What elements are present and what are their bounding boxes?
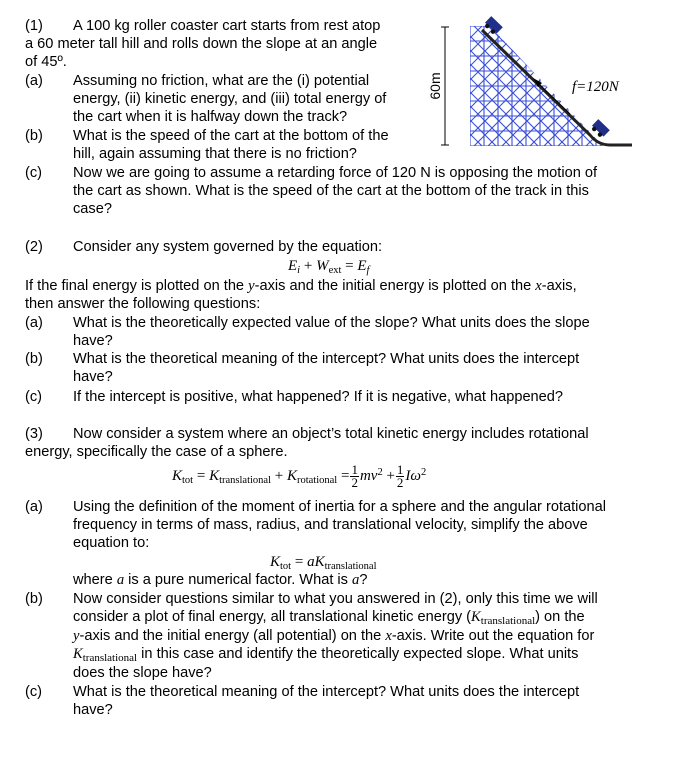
q1b-label: (b) (25, 128, 43, 144)
q3c-text: What is the theoretical meaning of the intercept? What units does the intercept (73, 684, 580, 700)
q2a-label: (a) (25, 315, 43, 331)
q2a-text: have? (73, 333, 113, 349)
q3b-text: y-axis and the initial energy (all potential) on the x-axis. Write out the equation for (73, 628, 595, 644)
q1c-text: Now we are going to assume a retarding force of 120 N is opposing the motion of (73, 165, 598, 181)
q1-intro-line: of 45º. (25, 54, 67, 70)
q1c-text: case? (73, 201, 112, 217)
q2-plot-description: then answer the following questions: (25, 296, 261, 312)
q2-plot-description: If the final energy is plotted on the y-axis and the initial energy is plotted on the x-axis, (25, 278, 577, 294)
q2c-label: (c) (25, 389, 43, 405)
q2b-text: What is the theoretical meaning of the intercept? What units does the intercept (73, 351, 580, 367)
q3a-where-text: where a is a pure numerical factor. What is a? (73, 572, 368, 588)
q2-equation: $E_i + W_{ext} = E_f$ (288, 258, 370, 276)
q2-intro: Consider any system governed by the equation: (73, 239, 383, 255)
q2b-text: have? (73, 369, 113, 385)
q3-number: (3) (25, 426, 43, 442)
q3b-text: does the slope have? (73, 665, 212, 681)
q1-number: (1) (25, 18, 43, 34)
q1b-text: What is the speed of the cart at the bottom of the (73, 128, 389, 144)
q1b-text: hill, again assuming that there is no friction? (73, 146, 357, 162)
q1a-text: Assuming no friction, what are the (i) potential (73, 73, 370, 89)
q1c-text: the cart as shown. What is the speed of the cart at the bottom of the track in this (73, 183, 589, 199)
height-label: 60m (427, 72, 443, 100)
q1-intro-line: A 100 kg roller coaster cart starts from rest atop (73, 18, 381, 34)
q3a-simplified-equation: $K_{tot} = aK_{translational}$ (270, 554, 377, 572)
q3c-text: have? (73, 702, 113, 718)
q2-number: (2) (25, 239, 43, 255)
q3a-text: equation to: (73, 535, 150, 551)
q3-intro-line: energy, specifically the case of a sphere. (25, 444, 288, 460)
q3a-text: frequency in terms of mass, radius, and translational velocity, simplify the above (73, 517, 588, 533)
q1a-text: energy, (ii) kinetic energy, and (iii) total energy of (73, 91, 387, 107)
q3-intro-line: Now consider a system where an object’s total kinetic energy includes rotational (73, 426, 589, 442)
q1-intro-line: a 60 meter tall hill and rolls down the slope at an angle (25, 36, 378, 52)
roller-coaster-figure (420, 14, 640, 159)
q3c-label: (c) (25, 684, 43, 700)
q3a-label: (a) (25, 499, 43, 515)
q3b-text: $K_{translational}$ in this case and identify the theoretically expected slope. What units (73, 646, 579, 664)
q1a-text: the cart when it is halfway down the track? (73, 109, 348, 125)
q2b-label: (b) (25, 351, 43, 367)
q2a-text: What is the theoretically expected value of the slope? What units does the slope (73, 315, 590, 331)
q3b-text: Now consider questions similar to what you answered in (2), only this time we will (73, 591, 598, 607)
q3a-text: Using the definition of the moment of inertia for a sphere and the angular rotational (73, 499, 606, 515)
q3-kinetic-energy-equation: $K_{tot} = K_{translational} + K_{rotational}$ = $\frac{1}{2}$ $mv^2$ + $\frac{1}{2}$ $I\omega^2$ (172, 462, 427, 491)
q1a-label: (a) (25, 73, 43, 89)
q3b-label: (b) (25, 591, 43, 607)
q3b-text: consider a plot of final energy, all translational kinetic energy $(K_{translational})$ on the (73, 609, 585, 627)
force-label: f=120N (572, 79, 619, 95)
q1c-label: (c) (25, 165, 43, 181)
q2c-text: If the intercept is positive, what happened? If it is negative, what happened? (73, 389, 564, 405)
